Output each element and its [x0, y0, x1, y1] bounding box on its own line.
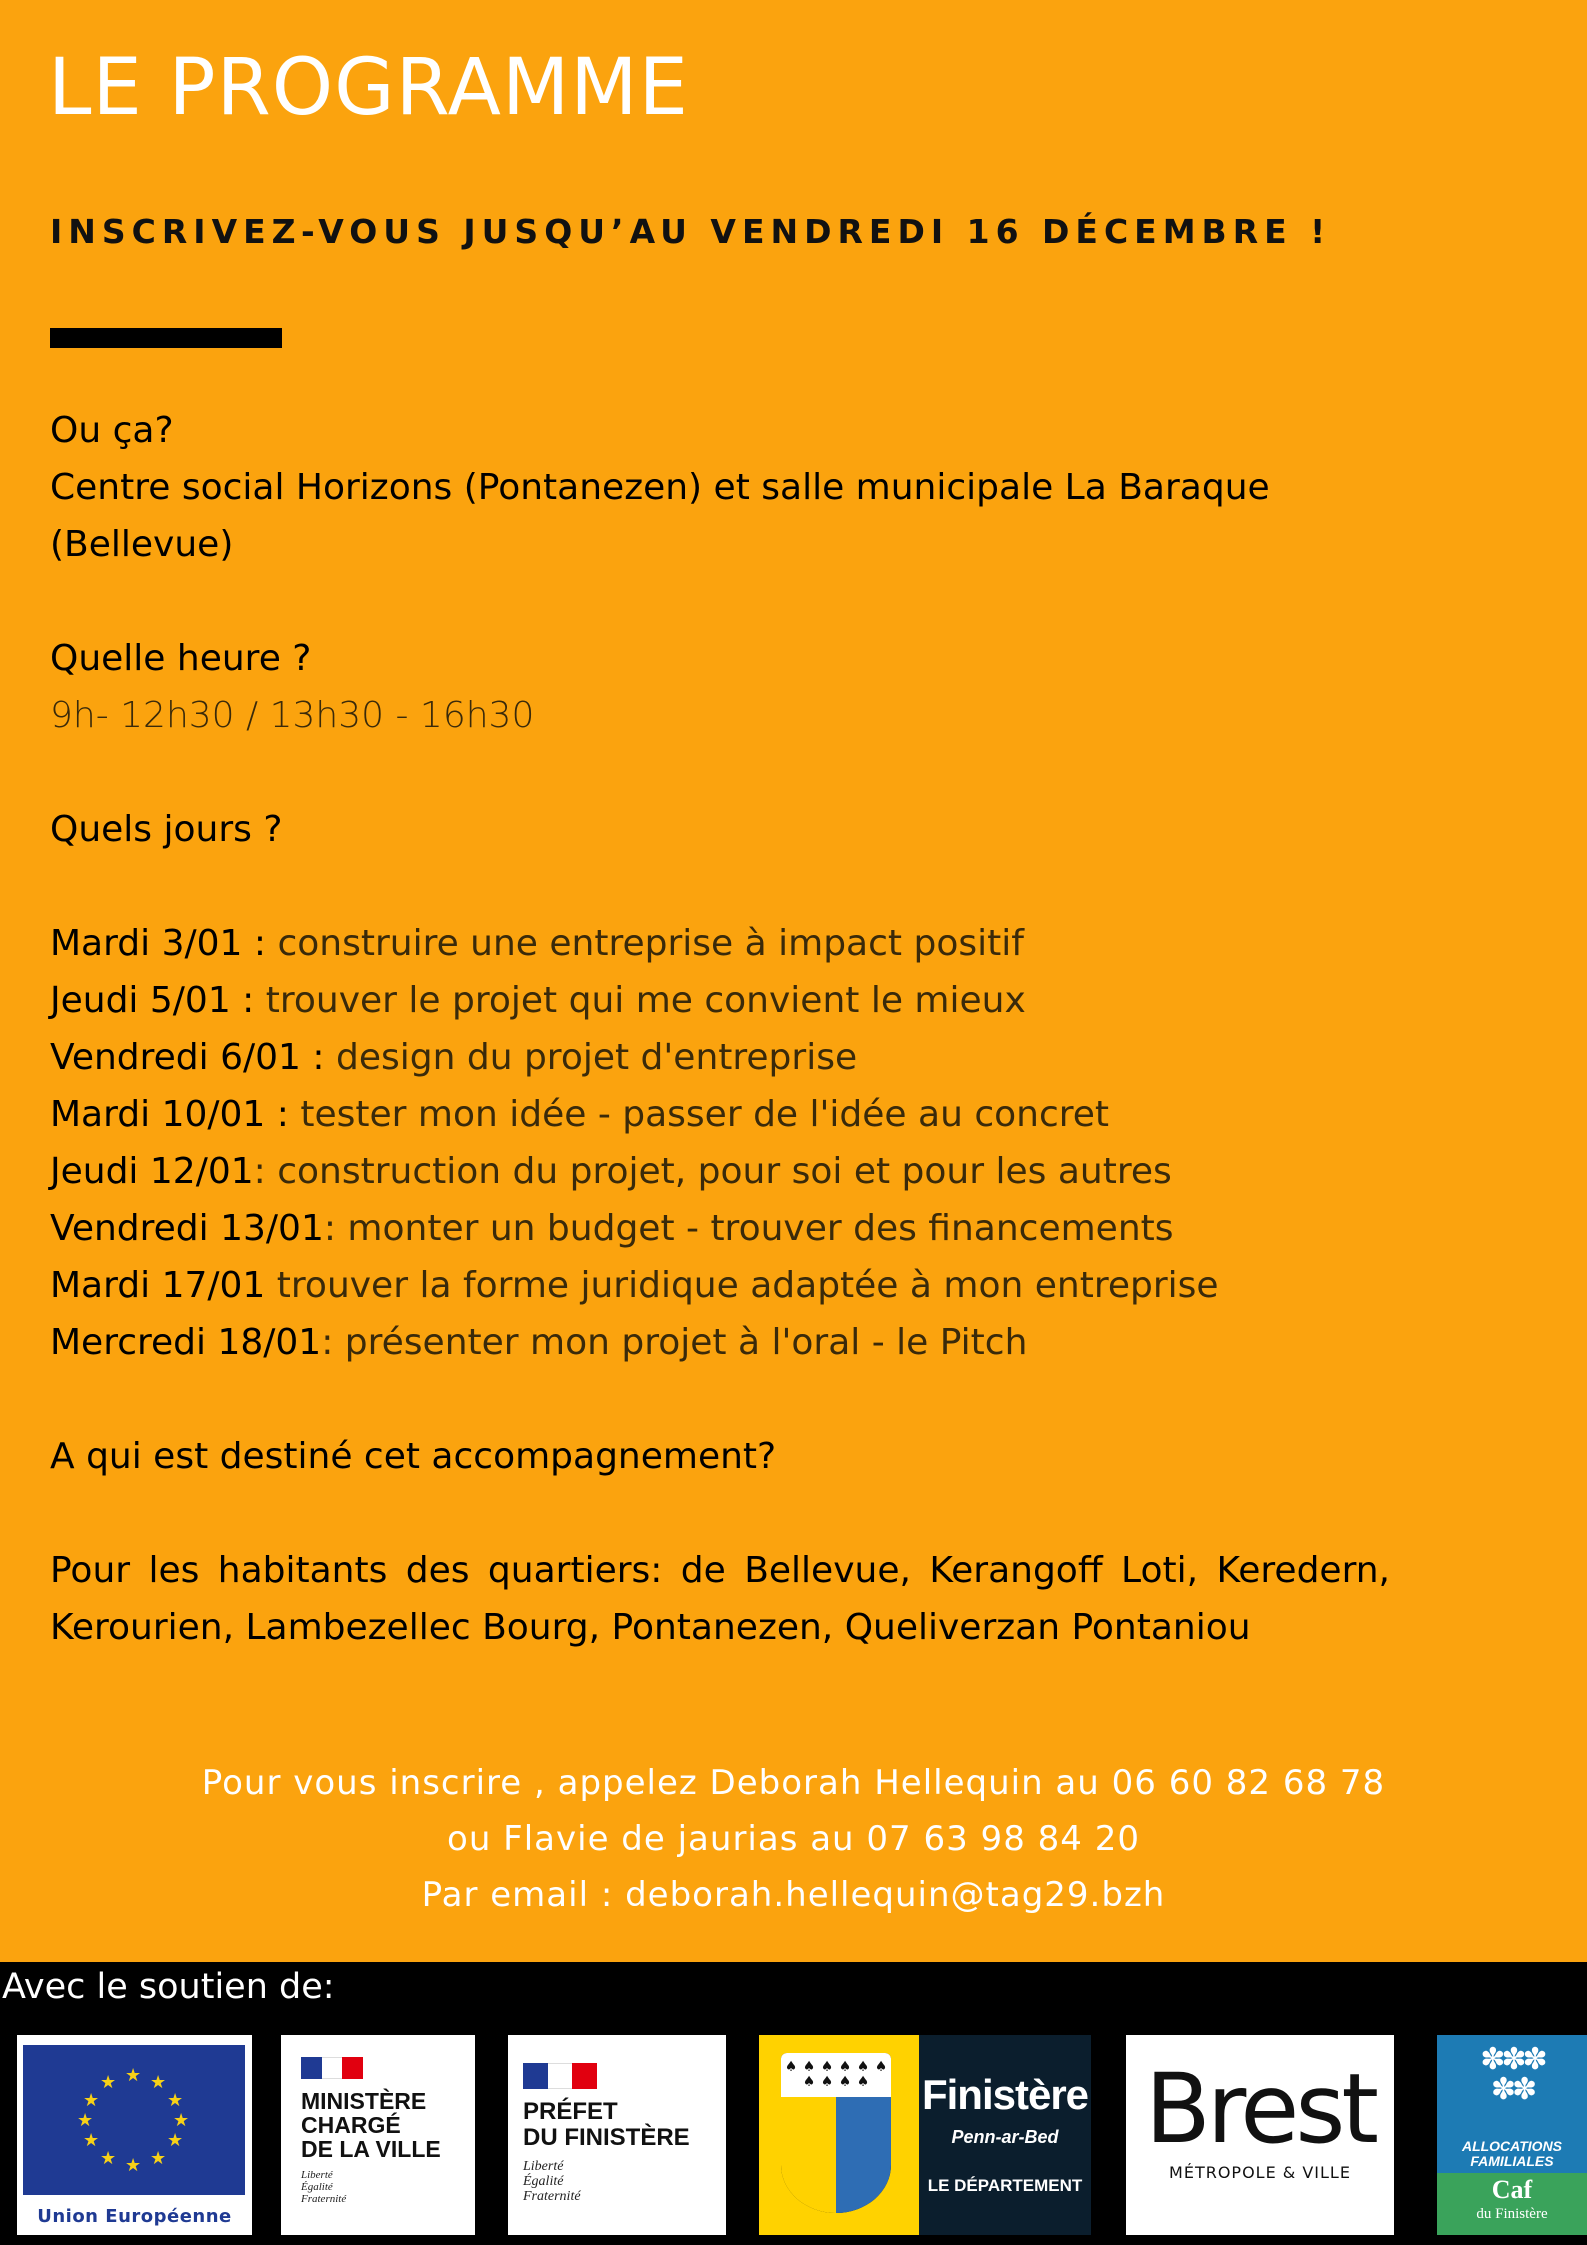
ministere-line: CHARGÉ — [301, 2112, 401, 2138]
brest-sub: MÉTROPOLE & VILLE — [1169, 2163, 1351, 2182]
french-flag-icon — [301, 2057, 363, 2079]
finistere-dep: LE DÉPARTEMENT — [927, 2176, 1083, 2195]
finistere-sub: Penn-ar-Bed — [951, 2127, 1059, 2147]
motto-line: Fraternité — [301, 2193, 347, 2205]
ministere-text — [301, 2089, 475, 2161]
finistere-name: Finistère — [921, 2071, 1089, 2118]
motto-line: Égalité — [523, 2174, 564, 2189]
day-label: Mercredi 18/01 — [50, 1322, 322, 1363]
day-desc: : présenter mon projet à l'oral - le Pitch — [321, 1322, 1028, 1363]
day-label: Mardi 17/01 — [50, 1265, 266, 1306]
program-body — [50, 402, 1390, 1656]
days-question: Quels jours ? — [50, 809, 283, 850]
day-item — [50, 1029, 1390, 1086]
day-desc: trouver la forme juridique adaptée à mon entreprise — [265, 1265, 1219, 1306]
day-desc: construire une entreprise à impact positif — [266, 923, 1024, 964]
audience-answer: Pour les habitants des quartiers: de Bellevue, Kerangoff Loti, Keredern, Kerourien, Lambezellec Bourg, Pontanezen, Queliverzan Pontaniou — [50, 1550, 1390, 1648]
contact-email[interactable]: Par email : deborah.hellequin@tag29.bzh — [421, 1875, 1166, 1915]
eu-logo — [17, 2035, 252, 2235]
time-answer: 9h- 12h30 / 13h30 - 16h30 — [50, 695, 535, 736]
motto-line: Fraternité — [523, 2189, 581, 2204]
finistere-yellow-panel — [759, 2035, 919, 2235]
contact-block — [0, 1755, 1587, 1923]
time-question: Quelle heure ? — [50, 638, 312, 679]
motto-line: Liberté — [301, 2169, 333, 2181]
day-label: Jeudi 5/01 : — [50, 980, 255, 1021]
day-item — [50, 1200, 1390, 1257]
day-item — [50, 915, 1390, 972]
shield-icon: ♠ ♠ ♠ ♠ ♠ ♠ ♠ ♠ ♠ ♠ — [781, 2053, 891, 2213]
registration-deadline: INSCRIVEZ-VOUS JUSQU’AU VENDREDI 16 DÉCEMBRE ! — [50, 212, 1332, 251]
finistere-dark-panel — [919, 2035, 1091, 2235]
caf-fam — [1437, 2139, 1587, 2169]
day-item — [50, 972, 1390, 1029]
day-label: Mardi 3/01 : — [50, 923, 266, 964]
ministere-line: DE LA VILLE — [301, 2136, 441, 2162]
caf-line: ALLOCATIONS — [1461, 2138, 1563, 2154]
audience-question: A qui est destiné cet accompagnement? — [50, 1436, 777, 1477]
contact-phone-flavie[interactable]: ou Flavie de jaurias au 07 63 98 84 20 — [447, 1819, 1140, 1859]
prefet-text — [523, 2099, 726, 2151]
motto-line: Égalité — [301, 2181, 333, 2193]
day-label: Jeudi 12/01 — [50, 1151, 254, 1192]
eu-flag-icon: ★ ★ ★ ★ ★ ★ ★ ★ ★ ★ ★ ★ — [23, 2045, 245, 2195]
family-icon: ✽✽✽ ✽✽ — [1480, 2042, 1544, 2107]
day-desc: design du projet d'entreprise — [324, 1037, 858, 1078]
day-label: Mardi 10/01 : — [50, 1094, 289, 1135]
day-label: Vendredi 13/01 — [50, 1208, 324, 1249]
prefet-finistere-logo — [508, 2035, 726, 2235]
brest-logo — [1126, 2035, 1394, 2235]
caf-name: Caf — [1491, 2175, 1533, 2204]
caf-line: FAMILIALES — [1470, 2153, 1554, 2169]
support-title: Avec le soutien de: — [2, 1967, 335, 2007]
day-item — [50, 1314, 1390, 1371]
where-question: Ou ça? — [50, 410, 174, 451]
contact-phone-deborah[interactable]: Pour vous inscrire , appelez Deborah Hellequin au 06 60 82 68 78 — [201, 1763, 1386, 1803]
brest-name: Brest — [1145, 2053, 1375, 2165]
day-item — [50, 1086, 1390, 1143]
caf-bottom — [1437, 2173, 1587, 2235]
caf-logo — [1437, 2035, 1587, 2235]
day-desc: : monter un budget - trouver des financements — [323, 1208, 1174, 1249]
eu-label: Union Européenne — [37, 2206, 232, 2227]
ministere-ville-logo — [281, 2035, 475, 2235]
french-flag-icon — [523, 2063, 597, 2089]
day-desc: trouver le projet qui me convient le mieux — [254, 980, 1026, 1021]
day-item — [50, 1257, 1390, 1314]
republic-motto — [301, 2169, 475, 2205]
motto-line: Liberté — [523, 2159, 564, 2174]
prefet-line: DU FINISTÈRE — [523, 2124, 690, 2151]
republic-motto — [523, 2159, 726, 2204]
day-desc: : construction du projet, pour soi et pour les autres — [253, 1151, 1172, 1192]
finistere-logo — [759, 2035, 1091, 2235]
day-label: Vendredi 6/01 : — [50, 1037, 325, 1078]
prefet-line: PRÉFET — [523, 2098, 618, 2125]
day-item — [50, 1143, 1390, 1200]
ministere-line: MINISTÈRE — [301, 2088, 427, 2114]
page-title: LE PROGRAMME — [48, 43, 689, 133]
divider-bar — [50, 328, 282, 348]
where-answer: Centre social Horizons (Pontanezen) et salle municipale La Baraque (Bellevue) — [50, 467, 1270, 565]
caf-place: du Finistère — [1476, 2206, 1548, 2222]
day-desc: tester mon idée - passer de l'idée au concret — [288, 1094, 1110, 1135]
